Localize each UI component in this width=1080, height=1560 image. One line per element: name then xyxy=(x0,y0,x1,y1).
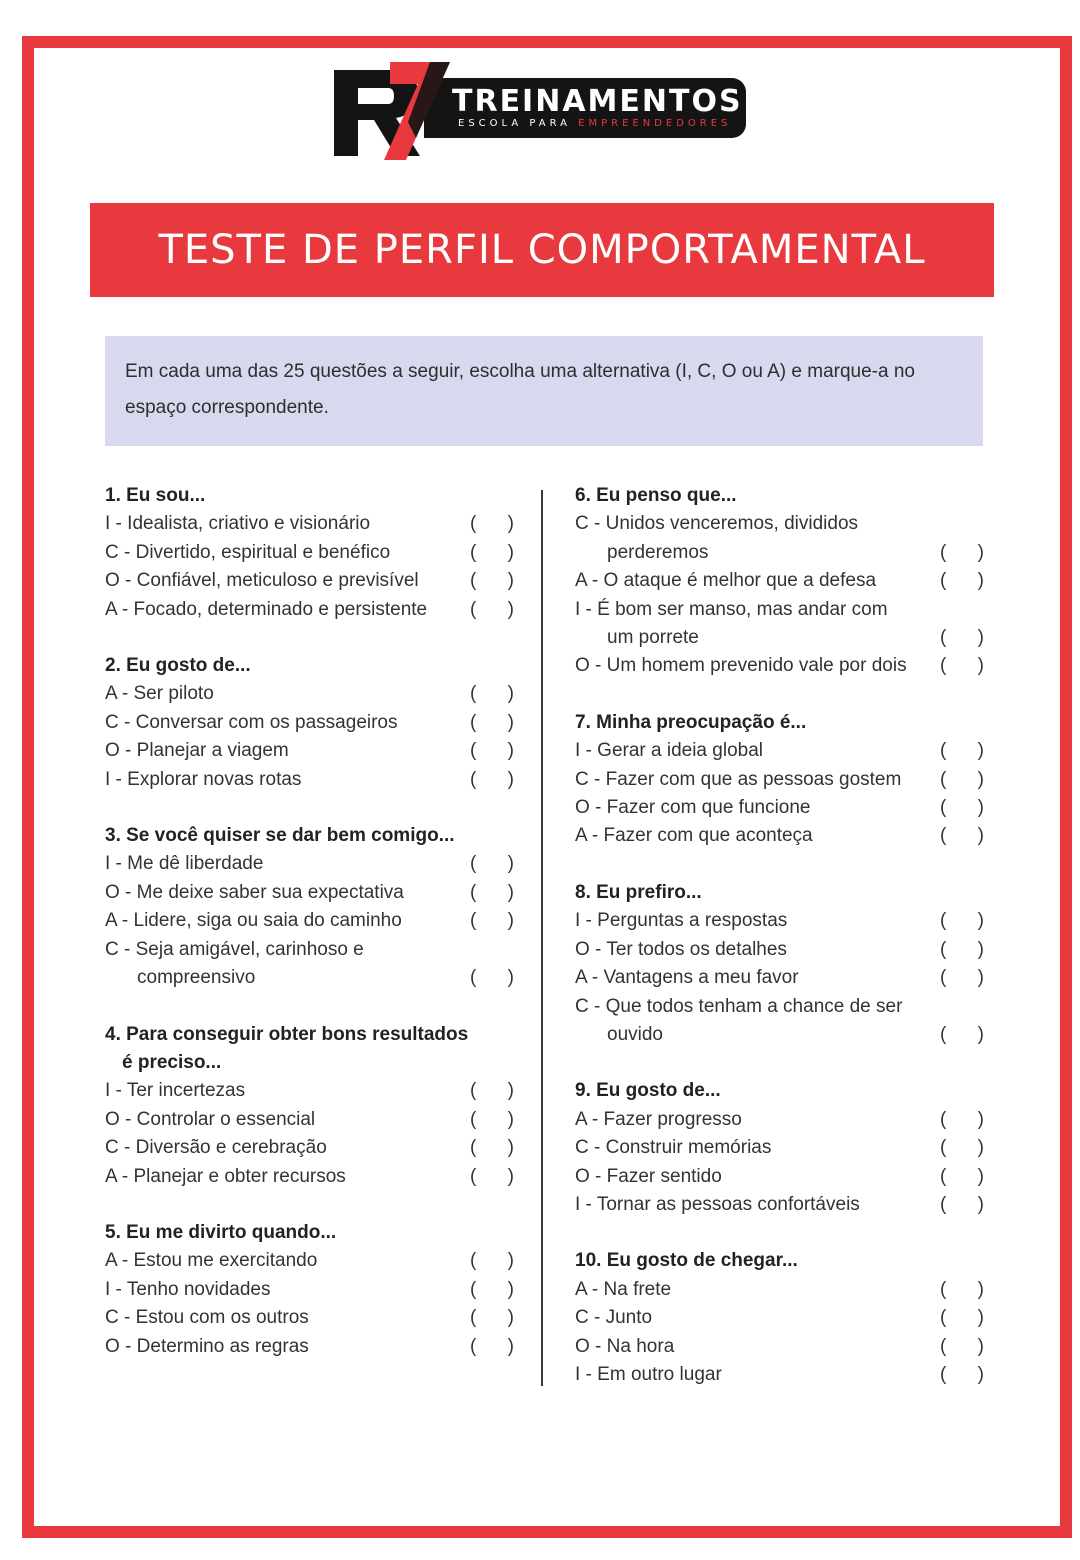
option-text: C - Conversar com os passageiros xyxy=(105,711,398,733)
paren-close: ) xyxy=(977,768,984,790)
paren-close: ) xyxy=(507,541,514,563)
answer-option xyxy=(575,936,990,964)
paren-close: ) xyxy=(507,967,514,989)
paren-open: ( xyxy=(470,711,477,733)
brand-logo xyxy=(334,58,746,162)
answer-checkbox[interactable] xyxy=(940,766,984,794)
option-text: I - Idealista, criativo e visionário xyxy=(105,513,371,535)
paren-open: ( xyxy=(940,655,947,677)
question-title xyxy=(575,879,990,907)
question-block xyxy=(105,1219,520,1361)
paren-open: ( xyxy=(940,1023,947,1045)
option-text: A - Na frete xyxy=(575,1278,672,1300)
paren-open: ( xyxy=(940,1137,947,1159)
paren-close: ) xyxy=(977,627,984,649)
answer-checkbox[interactable] xyxy=(470,850,514,878)
answer-checkbox[interactable] xyxy=(940,1106,984,1134)
paren-open: ( xyxy=(940,1363,947,1385)
option-text: C - Seja amigável, carinhoso e xyxy=(105,938,364,960)
question-title-text: 1. Eu sou... xyxy=(105,485,206,506)
paren-open: ( xyxy=(470,1250,477,1272)
paren-open: ( xyxy=(940,1165,947,1187)
answer-checkbox[interactable] xyxy=(470,879,514,907)
paren-open: ( xyxy=(470,1278,477,1300)
paren-open: ( xyxy=(470,513,477,535)
answer-option xyxy=(575,1191,990,1219)
answer-checkbox[interactable] xyxy=(470,680,514,708)
answer-checkbox[interactable] xyxy=(940,936,984,964)
paren-close: ) xyxy=(507,1108,514,1130)
answer-checkbox[interactable] xyxy=(470,737,514,765)
answer-option xyxy=(575,1304,990,1332)
option-text-continuation: perderemos xyxy=(607,541,709,563)
answer-checkbox[interactable] xyxy=(940,794,984,822)
answer-option xyxy=(575,993,990,1050)
answer-checkbox[interactable] xyxy=(470,1304,514,1332)
answer-option xyxy=(105,907,520,935)
paren-open: ( xyxy=(940,938,947,960)
option-text: O - Determino as regras xyxy=(105,1335,309,1357)
answer-checkbox[interactable] xyxy=(940,652,984,680)
answer-checkbox[interactable] xyxy=(940,964,984,992)
option-text: A - Planejar e obter recursos xyxy=(105,1165,346,1187)
answer-option xyxy=(105,1304,520,1332)
paren-open: ( xyxy=(470,1108,477,1130)
question-title xyxy=(575,1247,990,1275)
paren-close: ) xyxy=(507,1165,514,1187)
question-block xyxy=(105,652,520,794)
answer-option xyxy=(105,737,520,765)
paren-open: ( xyxy=(940,627,947,649)
answer-option xyxy=(575,1134,990,1162)
paren-close: ) xyxy=(507,768,514,790)
paren-close: ) xyxy=(977,740,984,762)
paren-open: ( xyxy=(470,967,477,989)
paren-close: ) xyxy=(507,711,514,733)
r7-logo-icon xyxy=(334,58,454,162)
answer-option xyxy=(105,1106,520,1134)
option-text: I - É bom ser manso, mas andar com xyxy=(575,598,888,620)
option-text: C - Divertido, espiritual e benéfico xyxy=(105,541,391,563)
answer-checkbox[interactable] xyxy=(940,624,984,652)
paren-open: ( xyxy=(940,910,947,932)
option-text: O - Confiável, meticuloso e previsível xyxy=(105,570,419,592)
instructions-box xyxy=(105,336,983,446)
answer-option xyxy=(105,510,520,538)
answer-option xyxy=(105,1247,520,1275)
answer-checkbox[interactable] xyxy=(470,539,514,567)
question-title xyxy=(575,482,990,510)
option-text: C - Junto xyxy=(575,1307,653,1329)
question-block xyxy=(575,482,990,681)
answer-checkbox[interactable] xyxy=(470,766,514,794)
paren-close: ) xyxy=(977,570,984,592)
paren-open: ( xyxy=(940,570,947,592)
paren-open: ( xyxy=(470,598,477,620)
option-text: O - Fazer sentido xyxy=(575,1165,722,1187)
logo-title: TREINAMENTOS xyxy=(452,84,743,119)
question-title xyxy=(105,652,520,680)
paren-close: ) xyxy=(977,1165,984,1187)
answer-option xyxy=(575,964,990,992)
question-title-text: 2. Eu gosto de... xyxy=(105,655,251,677)
answer-checkbox[interactable] xyxy=(470,1106,514,1134)
answer-checkbox[interactable] xyxy=(470,1163,514,1191)
answer-checkbox[interactable] xyxy=(470,510,514,538)
paren-close: ) xyxy=(977,1363,984,1385)
option-text: A - Lidere, siga ou saia do caminho xyxy=(105,910,402,932)
answer-option xyxy=(105,766,520,794)
paren-close: ) xyxy=(977,910,984,932)
paren-close: ) xyxy=(507,513,514,535)
question-title-continuation: é preciso... xyxy=(122,1051,222,1073)
question-title xyxy=(575,1077,990,1105)
answer-option xyxy=(575,1276,990,1304)
answer-option xyxy=(575,1163,990,1191)
paren-open: ( xyxy=(470,1307,477,1329)
option-text: A - Fazer progresso xyxy=(575,1108,742,1130)
left-column xyxy=(105,482,520,1389)
paren-close: ) xyxy=(507,881,514,903)
answer-option xyxy=(105,1134,520,1162)
option-text: A - Focado, determinado e persistente xyxy=(105,598,428,620)
answer-checkbox[interactable] xyxy=(940,1191,984,1219)
option-text-continuation: ouvido xyxy=(607,1023,663,1045)
question-title-text: 4. Para conseguir obter bons resultados xyxy=(105,1023,469,1045)
paren-close: ) xyxy=(977,1278,984,1300)
question-block xyxy=(105,822,520,992)
option-text: C - Estou com os outros xyxy=(105,1307,309,1329)
paren-close: ) xyxy=(507,853,514,875)
paren-close: ) xyxy=(507,598,514,620)
paren-open: ( xyxy=(940,797,947,819)
option-text: C - Construir memórias xyxy=(575,1137,772,1159)
answer-option xyxy=(105,850,520,878)
option-text: A - Fazer com que aconteça xyxy=(575,825,813,847)
answer-option xyxy=(575,596,990,653)
option-text: I - Tornar as pessoas confortáveis xyxy=(575,1193,860,1215)
page-title: TESTE DE PERFIL COMPORTAMENTAL xyxy=(158,227,926,273)
answer-checkbox[interactable] xyxy=(470,1247,514,1275)
answer-option xyxy=(575,907,990,935)
option-text: I - Tenho novidades xyxy=(105,1278,271,1300)
answer-option xyxy=(105,680,520,708)
paren-open: ( xyxy=(470,853,477,875)
paren-open: ( xyxy=(940,1335,947,1357)
logo-subtitle-red: EMPREENDEDORES xyxy=(578,118,732,129)
column-divider xyxy=(541,490,543,1386)
paren-open: ( xyxy=(940,541,947,563)
paren-open: ( xyxy=(940,1278,947,1300)
paren-open: ( xyxy=(940,1108,947,1130)
answer-option xyxy=(105,539,520,567)
option-text: O - Um homem prevenido vale por dois xyxy=(575,655,907,677)
question-title-text: 3. Se você quiser se dar bem comigo... xyxy=(105,825,455,847)
paren-open: ( xyxy=(470,1137,477,1159)
paren-open: ( xyxy=(940,740,947,762)
paren-open: ( xyxy=(470,570,477,592)
paren-open: ( xyxy=(470,910,477,932)
paren-open: ( xyxy=(940,1307,947,1329)
paren-open: ( xyxy=(470,1335,477,1357)
question-title xyxy=(105,1219,520,1247)
paren-close: ) xyxy=(977,825,984,847)
question-block xyxy=(575,1247,990,1389)
answer-checkbox[interactable] xyxy=(940,567,984,595)
paren-open: ( xyxy=(940,825,947,847)
instructions-text: Em cada uma das 25 questões a seguir, escolha uma alternativa (I, C, O ou A) e marque-a no espaço correspondente. xyxy=(125,361,915,418)
paren-close: ) xyxy=(507,1335,514,1357)
option-text: I - Gerar a ideia global xyxy=(575,740,763,762)
option-text: O - Ter todos os detalhes xyxy=(575,938,787,960)
paren-open: ( xyxy=(940,1193,947,1215)
question-block xyxy=(105,1021,520,1191)
question-block xyxy=(575,1077,990,1219)
paren-close: ) xyxy=(977,541,984,563)
option-text-continuation: um porrete xyxy=(607,627,699,649)
paren-close: ) xyxy=(507,683,514,705)
question-title xyxy=(105,1021,520,1078)
paren-close: ) xyxy=(977,938,984,960)
option-text: A - Ser piloto xyxy=(105,683,214,705)
paren-close: ) xyxy=(977,1307,984,1329)
title-banner xyxy=(90,203,994,297)
answer-option xyxy=(575,766,990,794)
paren-open: ( xyxy=(470,1080,477,1102)
paren-close: ) xyxy=(977,967,984,989)
answer-checkbox[interactable] xyxy=(940,1276,984,1304)
option-text: C - Diversão e cerebração xyxy=(105,1137,327,1159)
question-block xyxy=(575,879,990,1049)
logo-subtitle xyxy=(458,118,731,129)
answer-option xyxy=(105,1163,520,1191)
paren-close: ) xyxy=(977,1108,984,1130)
paren-open: ( xyxy=(470,740,477,762)
option-text: I - Explorar novas rotas xyxy=(105,768,302,790)
answer-checkbox[interactable] xyxy=(940,1333,984,1361)
option-text: O - Planejar a viagem xyxy=(105,740,289,762)
paren-open: ( xyxy=(470,881,477,903)
answer-option xyxy=(575,1361,990,1389)
answer-option xyxy=(105,596,520,624)
paren-open: ( xyxy=(470,768,477,790)
question-title-text: 6. Eu penso que... xyxy=(575,485,737,506)
option-text: I - Perguntas a respostas xyxy=(575,910,788,932)
paren-open: ( xyxy=(470,683,477,705)
question-title-text: 7. Minha preocupação é... xyxy=(575,711,807,733)
paren-close: ) xyxy=(507,910,514,932)
paren-close: ) xyxy=(977,655,984,677)
answer-checkbox[interactable] xyxy=(940,737,984,765)
option-text: O - Na hora xyxy=(575,1335,675,1357)
paren-close: ) xyxy=(977,1335,984,1357)
paren-open: ( xyxy=(940,967,947,989)
answer-checkbox[interactable] xyxy=(940,822,984,850)
paren-close: ) xyxy=(507,1250,514,1272)
paren-close: ) xyxy=(977,1193,984,1215)
answer-option xyxy=(575,794,990,822)
answer-option xyxy=(575,1333,990,1361)
paren-close: ) xyxy=(507,570,514,592)
paren-close: ) xyxy=(977,1137,984,1159)
question-title xyxy=(105,822,520,850)
answer-option xyxy=(105,567,520,595)
answer-checkbox[interactable] xyxy=(470,567,514,595)
paren-open: ( xyxy=(940,768,947,790)
right-column xyxy=(575,482,990,1417)
paren-close: ) xyxy=(507,1080,514,1102)
paren-open: ( xyxy=(470,541,477,563)
option-text: O - Fazer com que funcione xyxy=(575,797,811,819)
answer-option xyxy=(105,936,520,993)
answer-option xyxy=(105,1077,520,1105)
question-title-text: 5. Eu me divirto quando... xyxy=(105,1221,337,1243)
option-text: C - Unidos venceremos, divididos xyxy=(575,513,859,535)
answer-option xyxy=(575,567,990,595)
answer-option xyxy=(105,1276,520,1304)
option-text: I - Em outro lugar xyxy=(575,1363,722,1385)
option-text: A - Estou me exercitando xyxy=(105,1250,318,1272)
paren-close: ) xyxy=(507,1307,514,1329)
paren-close: ) xyxy=(507,740,514,762)
answer-checkbox[interactable] xyxy=(940,1021,984,1049)
answer-checkbox[interactable] xyxy=(940,1163,984,1191)
answer-checkbox[interactable] xyxy=(470,1077,514,1105)
question-title xyxy=(105,482,520,510)
option-text: C - Fazer com que as pessoas gostem xyxy=(575,768,902,790)
answer-checkbox[interactable] xyxy=(470,1276,514,1304)
paren-close: ) xyxy=(977,1023,984,1045)
question-title-text: 8. Eu prefiro... xyxy=(575,881,702,903)
answer-option xyxy=(575,822,990,850)
paren-close: ) xyxy=(977,797,984,819)
option-text: A - Vantagens a meu favor xyxy=(575,967,799,989)
option-text: A - O ataque é melhor que a defesa xyxy=(575,570,877,592)
option-text: I - Me dê liberdade xyxy=(105,853,264,875)
answer-checkbox[interactable] xyxy=(940,1304,984,1332)
answer-checkbox[interactable] xyxy=(470,1134,514,1162)
paren-close: ) xyxy=(507,1278,514,1300)
option-text: O - Controlar o essencial xyxy=(105,1108,316,1130)
answer-checkbox[interactable] xyxy=(940,907,984,935)
answer-checkbox[interactable] xyxy=(940,539,984,567)
answer-option xyxy=(575,652,990,680)
question-block xyxy=(575,709,990,851)
answer-option xyxy=(575,1106,990,1134)
answer-checkbox[interactable] xyxy=(940,1134,984,1162)
logo-subtitle-white: ESCOLA PARA xyxy=(458,118,579,129)
option-text: I - Ter incertezas xyxy=(105,1080,246,1102)
answer-checkbox[interactable] xyxy=(470,907,514,935)
answer-checkbox[interactable] xyxy=(940,1361,984,1389)
answer-option xyxy=(575,737,990,765)
paren-open: ( xyxy=(470,1165,477,1187)
answer-option xyxy=(575,510,990,567)
answer-checkbox[interactable] xyxy=(470,1333,514,1361)
answer-option xyxy=(105,1333,520,1361)
answer-checkbox[interactable] xyxy=(470,709,514,737)
answer-checkbox[interactable] xyxy=(470,964,514,992)
question-title-text: 9. Eu gosto de... xyxy=(575,1080,721,1102)
question-title xyxy=(575,709,990,737)
question-title-text: 10. Eu gosto de chegar... xyxy=(575,1250,798,1272)
option-text: C - Que todos tenham a chance de ser xyxy=(575,995,903,1017)
option-text-continuation: compreensivo xyxy=(137,967,256,989)
answer-option xyxy=(105,709,520,737)
answer-option xyxy=(105,879,520,907)
answer-checkbox[interactable] xyxy=(470,596,514,624)
question-block xyxy=(105,482,520,624)
option-text: O - Me deixe saber sua expectativa xyxy=(105,881,404,903)
paren-close: ) xyxy=(507,1137,514,1159)
